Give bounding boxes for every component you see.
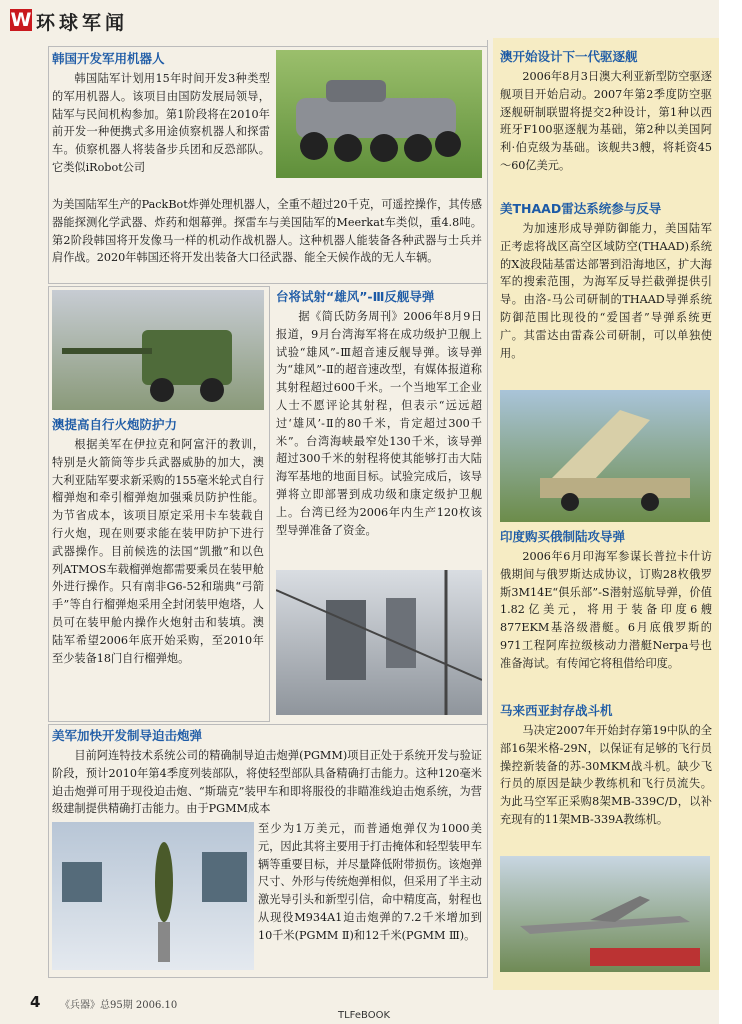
us-mortar-article-lead-text: 目前阿连特技术系统公司的精确制导迫击炮弹(PGMM)项目正处于系统开发与验证阶段，预计2010年第4季度列装部队，将使轻型部队具备精确打击能力。这种120毫米迫击炮弹可用于现役迫击炮、“斯瑞克”装甲车和即将服役的非瞄准线迫击炮系统，为营级建制提供精确打击能力。由于PGMM成本 — [52, 749, 482, 816]
korea-robot-photo — [276, 50, 482, 178]
taiwan-article-title: 台将试射“雄风”-Ⅲ反舰导弹 — [276, 289, 435, 304]
aus-destroyer-article — [500, 48, 712, 175]
us-mortar-article-title: 美军加快开发制导迫击炮弹 — [52, 728, 203, 743]
india-article — [500, 528, 712, 673]
malaysia-article-text: 马决定2007年开始封存第19中队的全部16架米格-29N，以保证有足够的飞行员操控新装备的苏-30MKM战斗机。缺少飞行员的原因是缺少教练机和飞行员流失。为此马空军正采购8架MB-339C/D，以补充现有的11架MB-339A教练机。 — [500, 724, 712, 826]
thaad-article-title: 美THAAD雷达系统参与反导 — [500, 201, 662, 216]
sp-gun-photo — [52, 290, 264, 410]
robot-vehicle-icon — [276, 50, 482, 178]
mortar-round-photo — [52, 822, 254, 970]
aus-sp-article — [52, 416, 264, 667]
thaad-article-text: 为加速形成导弹防御能力，美国陆军正考虑将战区高空区域防空(THAAD)系统的X波段陆基雷达部署到沿海地区，扩大海军的搜索范围，为海军反导拦截弹提供引导。由洛-马公司研制的THAAD导弹系统防御范围比现役的“爱国者”导弹系统更广。其雷达由雷森公司研制，可以单独使用。 — [500, 222, 712, 360]
masthead-title: 环球军闻 — [36, 12, 129, 34]
aus-destroyer-article-text: 2006年8月3日澳大利亚新型防空驱逐舰项目开始启动。2007年第2季度防空驱逐舰研制联盟将提交2种设计，第1种以西班牙F100驱逐舰为基础，第2种以美国阿利·伯克级为基础。该舰共3艘，将耗资45～60亿美元。 — [500, 70, 712, 172]
masthead — [2, 6, 162, 34]
india-article-title: 印度购买俄制陆攻导弹 — [500, 529, 626, 544]
us-mortar-article-rest-text: 至少为1万美元，而普通炮弹仅为1000美元，因此其将主要用于打击掩体和轻型装甲车辆等重要目标，并尽量降低附带损伤。该炮弹尺寸、外形与传统炮弹相似，但采用了半主动激光导引头和新型引信，命中精度高，射程也从现役M934A1迫击炮弹的7.2千米增加到10千米(PGMM Ⅱ)和12千米(PGMM Ⅲ)。 — [258, 822, 482, 942]
thaad-launcher-photo — [500, 390, 710, 522]
us-mortar-article-rest — [258, 820, 482, 945]
korea-article-lead-text: 韩国陆军计划用15年时间开发3种类型的军用机器人。该项目由国防发展局领导，陆军与民间机构参加。第1阶段将在2010年前开发一种便携式多用途侦察机器人和探雷车。侦察机器人将装备步兵团和反恐部队。它类似iRobot公司 — [52, 72, 270, 174]
aus-sp-article-text: 根据美军在伊拉克和阿富汗的教训，特别是火箭筒等步兵武器威胁的加大，澳大利亚陆军要求新采购的155毫米轮式自行榴弹炮和牵引榴弹炮加强乘员防护性能。为节省成本，该项目原定采用卡车装载自行火炮，现在则要求能在装甲防护下进行武器操作。目前候选的法国“凯撒”和以色列ATMOS车载榴弹炮都需要乘员在装甲舱外进行操作。只有南非G6-52和瑞典“弓箭手”等自行榴弹炮采用全封闭装甲炮塔，人员可在装甲舱内操作火炮射击和装填。澳陆军希望2006年底开始采购，至2010年至少装备18门自行榴弹炮。 — [52, 438, 264, 665]
howitzer-vehicle-icon — [52, 290, 264, 410]
aus-destroyer-article-title: 澳开始设计下一代驱逐舰 — [500, 49, 638, 64]
korea-article-rest — [52, 196, 482, 267]
launcher-icon — [276, 570, 482, 715]
page-edge — [719, 0, 742, 1024]
malaysia-article — [500, 702, 712, 829]
mortar-shell-icon — [52, 822, 254, 970]
india-article-text: 2006年6月印海军参谋长普拉卡什访俄期间与俄罗斯达成协议，订购28枚俄罗斯3M14E“俱乐部”-S潜射巡航导弹，价值1.82亿美元，将用于装备印度6艘877EKM基洛级潜艇。6月底俄罗斯的971工程阿库拉级核动力潜艇Nerpa号也准备海试。有传闻它将租借给印度。 — [500, 550, 712, 670]
taiwan-article — [276, 288, 482, 539]
thaad-article — [500, 200, 712, 362]
taiwan-article-text: 据《简氏防务周刊》2006年8月9日报道，9月台湾海军将在成功级护卫舰上试验“雄风”-Ⅲ超音速反舰导弹。该导弹为“雄风”-Ⅱ的超音速改型，有媒体报道称其射程超过600千米。一个当地军工企业人士不愿评论其射程，但表示“远远超过‘雄风’-Ⅱ的80千米，肯定超过300千米”。台湾海峡最窄处130千米，该导弹超过300千米的射程将使其能够打击大陆海军基地的地面目标。试验完成后，该导弹将立即部署到成功级和康定级护卫舰上。台湾已经为2006年内生产120枚该型导弹准备了资金。 — [276, 310, 482, 537]
korea-article-rest-text: 为美国陆军生产的PackBot炸弹处理机器人，全重不超过20千克，可遥控操作，其传感器能探测化学武器、炸药和烟幕弹。探雷车与美国陆军的Meerkat车类似，重4.8吨。第2阶段韩国将开发像马一样的机动作战机器人。这种机器人能装备各种武器与士兵并肩作战。2020年韩国还将开发出装备大口径武器、能全天候作战的无人车辆。 — [52, 198, 482, 265]
malaysia-article-title: 马来西亚封存战斗机 — [500, 703, 613, 718]
korea-article-lead — [52, 50, 270, 177]
watermark-text: TLFeBOOK — [338, 1010, 391, 1021]
missile-launcher-photo — [276, 570, 482, 715]
mig29-photo — [500, 856, 710, 972]
masthead-logo-letter: W — [10, 9, 32, 31]
us-mortar-article-lead — [52, 727, 482, 818]
aus-sp-article-title: 澳提高自行火炮防护力 — [52, 417, 178, 432]
thaad-truck-icon — [500, 390, 710, 522]
footer-issue: 《兵器》总95期 2006.10 — [60, 1000, 178, 1011]
page-number: 4 — [30, 993, 41, 1011]
fighter-jet-icon — [500, 856, 710, 972]
korea-article-title: 韩国开发军用机器人 — [52, 51, 165, 66]
